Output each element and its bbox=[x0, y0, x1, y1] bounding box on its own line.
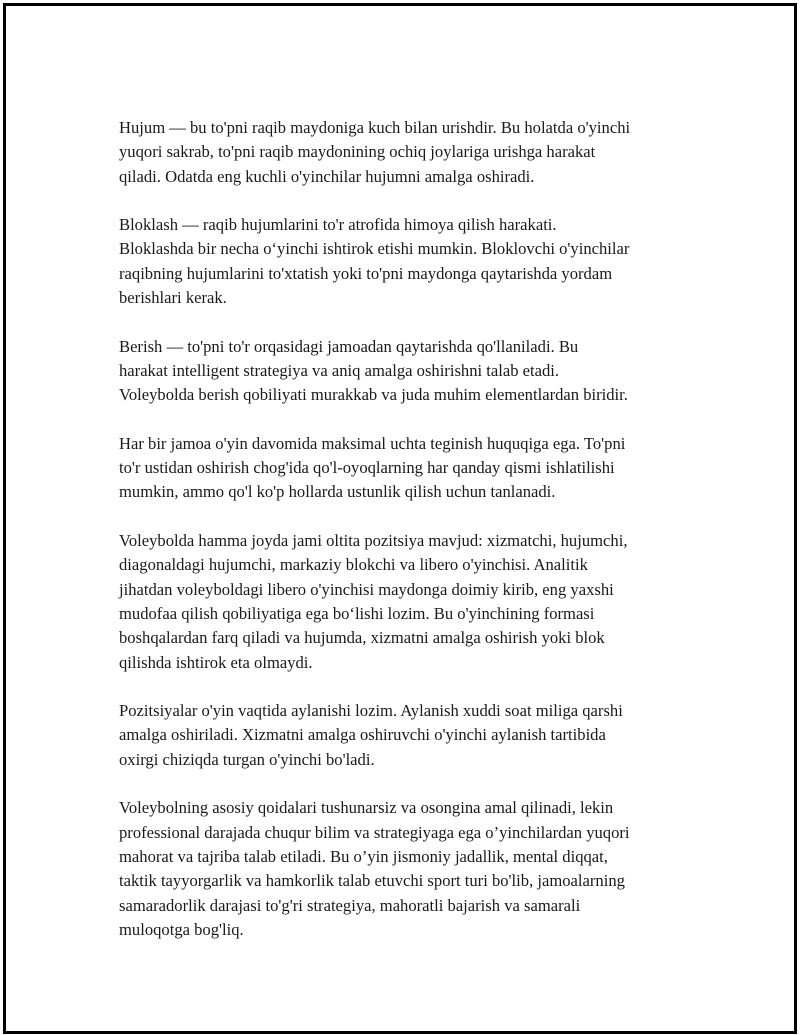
document-body bbox=[119, 116, 699, 966]
text-line: raqibning hujumlarini to'xtatish yoki to'pni maydonga qaytarishda yordam bbox=[119, 263, 613, 283]
text-line: Voleybolda berish qobiliyati murakkab va juda muhim elementlardan biridir. bbox=[119, 385, 628, 405]
paragraph-hujum bbox=[119, 116, 699, 189]
text-line: amalga oshiriladi. Xizmatni amalga oshiruvchi o'yinchi aylanish tartibida bbox=[119, 725, 606, 745]
text-line: yuqori sakrab, to'pni raqib maydonining ochiq joylariga urishga harakat bbox=[119, 142, 596, 162]
paragraph-qoidalar bbox=[119, 796, 699, 942]
text-line: Bloklashda bir necha o‘yinchi ishtirok etishi mumkin. Bloklovchi o'yinchilar bbox=[119, 239, 630, 259]
text-line: Berish — to'pni to'r orqasidagi jamoadan qaytarishda qo'llaniladi. Bu bbox=[119, 336, 579, 356]
paragraph-berish bbox=[119, 335, 699, 408]
text-line: mudofaa qilish qobiliyatiga ega bo‘lishi lozim. Bu o'yinchining formasi bbox=[119, 603, 595, 623]
text-line: qilishda ishtirok eta olmaydi. bbox=[119, 652, 313, 672]
text-line: muloqotga bog'liq. bbox=[119, 919, 244, 939]
text-line: Hujum — bu to'pni raqib maydoniga kuch bilan urishdir. Bu holatda o'yinchi bbox=[119, 118, 631, 137]
text-line: diagonaldagi hujumchi, markaziy blokchi va libero o'yinchisi. Analitik bbox=[119, 555, 588, 575]
text-line: oxirgi chiziqda turgan o'yinchi bo'ladi. bbox=[119, 749, 375, 769]
paragraph-pozitsiyalar bbox=[119, 529, 699, 675]
text-line: berishlari kerak. bbox=[119, 288, 227, 308]
text-line: to'r ustidan oshirish chog'ida qo'l-oyoqlarning har qanday qismi ishlatilishi bbox=[119, 458, 615, 478]
text-line: boshqalardan farq qiladi va hujumda, xizmatni amalga oshirish yoki blok bbox=[119, 628, 605, 648]
text-line: taktik tayyorgarlik va hamkorlik talab etuvchi sport turi bo'lib, jamoalarning bbox=[119, 871, 625, 891]
text-line: samaradorlik darajasi to'g'ri strategiya, mahoratli bajarish va samarali bbox=[119, 895, 581, 915]
text-line: mumkin, ammo qo'l ko'p hollarda ustunlik qilish uchun tanlanadi. bbox=[119, 482, 556, 502]
text-line: Har bir jamoa o'yin davomida maksimal uchta teginish huquqiga ega. To'pni bbox=[119, 433, 626, 453]
text-line: Voleybolda hamma joyda jami oltita pozitsiya mavjud: xizmatchi, hujumchi, bbox=[119, 531, 628, 551]
text-line: Bloklash — raqib hujumlarini to'r atrofida himoya qilish harakati. bbox=[119, 215, 557, 235]
text-line: qiladi. Odatda eng kuchli o'yinchilar hujumni amalga oshiradi. bbox=[119, 166, 535, 186]
paragraph-aylanish bbox=[119, 699, 699, 772]
text-line: mahorat va tajriba talab etiladi. Bu o’yin jismoniy jadallik, mental diqqat, bbox=[119, 846, 608, 866]
text-line: professional darajada chuqur bilim va strategiyaga ega o’yinchilardan yuqori bbox=[119, 822, 630, 842]
paragraph-teginish bbox=[119, 432, 699, 505]
text-line: jihatdan voleyboldagi libero o'yinchisi maydonga doimiy kirib, eng yaxshi bbox=[119, 579, 614, 599]
text-line: Voleybolning asosiy qoidalari tushunarsiz va osongina amal qilinadi, lekin bbox=[119, 798, 614, 818]
text-line: harakat intelligent strategiya va aniq amalga oshirishni talab etadi. bbox=[119, 360, 560, 380]
paragraph-bloklash bbox=[119, 213, 699, 310]
text-line: Pozitsiyalar o'yin vaqtida aylanishi lozim. Aylanish xuddi soat miliga qarshi bbox=[119, 701, 623, 721]
